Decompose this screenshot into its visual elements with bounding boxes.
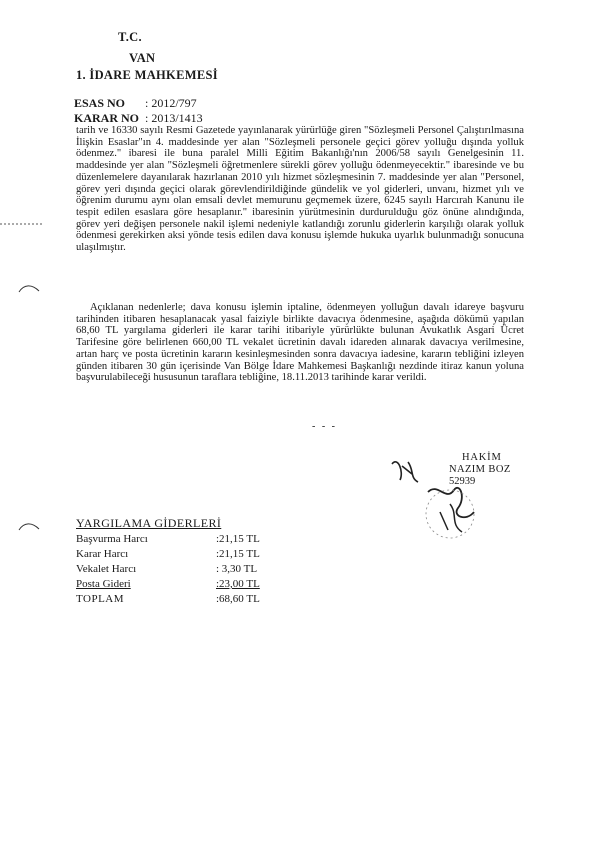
cost-total-label: TOPLAM xyxy=(76,593,125,605)
costs-title: YARGILAMA GİDERLERİ xyxy=(76,516,222,530)
separator-dashes: - - - xyxy=(312,421,337,432)
body-paragraph-2 xyxy=(76,302,524,384)
paragraph-2-text: Açıklanan nedenlerle; dava konusu işlemin iptaline, ödenmeyen yolluğun davalı idareye başvuru tarihinden itibaren hesaplanacak yasal faiziyle birlikte davacıya ödenmesine, aşağıda dökümü yapılan 68,60 TL yargılama giderleri ile karar tarihi itibariyle yürürlükte bulunan Avukatlık Asgari Ücret Tarifesine göre belirlenen 660,00 TL vekalet ücretinin davalı idareden alınarak davacıya verilmesine, artan harç ve posta ücretinin kararın kesinleşmesinden sonra davacıya iadesine, kararın tebliğini izleyen günden itibaren 30 gün içerisinde Van Bölge İdare Mahkemesi Başkanlığı nezdinde itiraz kanun yoluna başvurulabileceği hususunun taraflara tebliğine, 18.11.2013 tarihinde karar verildi. xyxy=(76,302,524,384)
esas-no-label: ESAS NO xyxy=(74,96,126,110)
esas-no-row xyxy=(74,96,197,111)
header-tc: T.C. xyxy=(118,30,142,44)
cost-value: :21,15 TL xyxy=(216,533,260,545)
paragraph-1-text: tarih ve 16330 sayılı Resmi Gazetede yayınlanarak yürürlüğe giren "Sözleşmeli Personel Çalıştırılmasına İlişkin Esaslar"ın 4. maddesinde yer alan "Sözleşmeli personele geçici görev yolluğu dışında yolluk ödenmez." ibaresi ile buna paralel Milli Eğitim Bakanlığı'nın 2006/58 sayılı Genelgesinin 11. maddesinde yer alan "Sözleşmeli öğretmenlere sürekli görev yolluğu ödenmeyecektir." ibaresinde ve bu düzenlemelere dayanılarak hazırlanan 2010 yılı hizmet sözleşmesinin 7. maddesinde yer alan "Personel, görev yeri dışında geçici olarak görevlendirildiğinde gündelik ve yol giderleri, unvanı, hizmet yılı ve öğrenim durumu aynı olan emsali devlet memurunu geçmemek üzere, 6245 sayılı Harcırah Kanunu ile tespit edilen esaslara göre hesaplanır." ibaresinin yürütmesinin durdurulduğu göz önüne alındığında, görev yeri değişen personele nakil işlemi nedeniyle katlandığı zorunlu giderlerin karşılığı olarak yolluk ödenmesi gerekirken aksi yönde tesis edilen dava konusu işlemde hukuka uyarlık bulunmadığı sonucuna ulaşılmıştır. xyxy=(76,125,524,254)
judge-signature-block xyxy=(418,452,511,488)
header-court-name: 1. İDARE MAHKEMESİ xyxy=(76,68,218,82)
judge-title: HAKİM xyxy=(462,452,502,463)
margin-dotted-line-icon xyxy=(0,222,44,226)
cost-value: :21,15 TL xyxy=(216,548,260,560)
karar-no-label: KARAR NO xyxy=(74,111,139,125)
karar-no-row xyxy=(74,111,203,126)
cost-label: Karar Harcı xyxy=(76,548,129,560)
margin-curve-icon xyxy=(18,520,40,532)
judge-name: NAZIM BOZ xyxy=(449,464,511,475)
header-city: VAN xyxy=(129,51,156,65)
cost-value: :23,00 TL xyxy=(216,578,260,590)
cost-label: Vekalet Harcı xyxy=(76,563,137,575)
cost-value: : 3,30 TL xyxy=(216,563,258,575)
cost-total-value: :68,60 TL xyxy=(216,593,260,605)
margin-curve-icon xyxy=(18,282,40,294)
cost-label: Başvurma Harcı xyxy=(76,533,148,545)
karar-no-value: : 2013/1413 xyxy=(145,111,203,125)
body-paragraph-1 xyxy=(76,125,524,254)
judge-registry-number: 52939 xyxy=(449,476,476,487)
cost-label: Posta Gideri xyxy=(76,578,131,590)
esas-no-value: : 2012/797 xyxy=(145,96,197,110)
